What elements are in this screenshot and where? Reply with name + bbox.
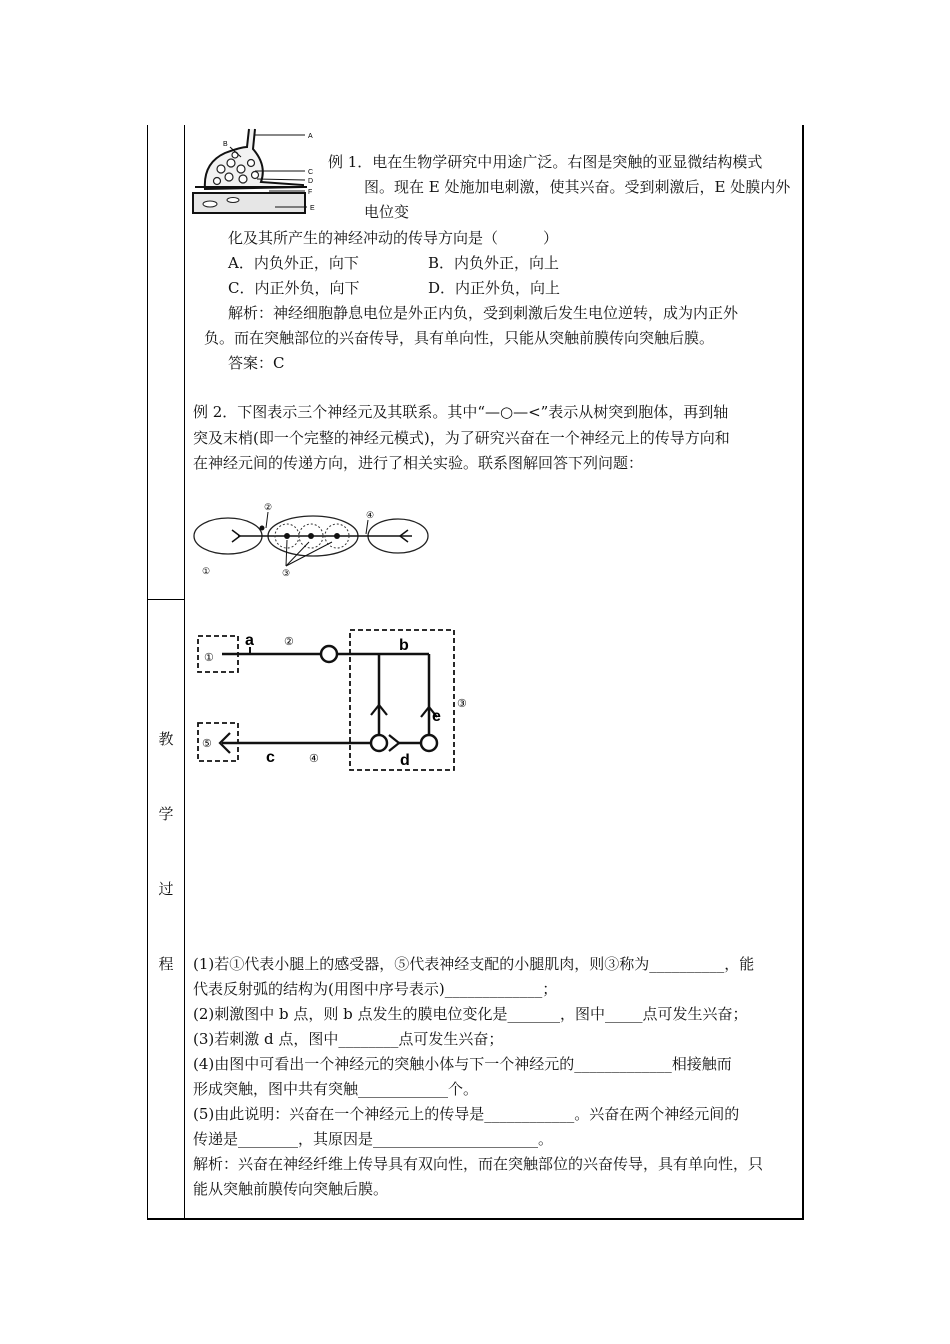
- ex2-intro: 例 2．下图表示三个神经元及其联系。其中“—○—<”表示从树突到胞体，再到轴: [193, 403, 729, 421]
- ex1-option: B．内负外正，向上: [428, 254, 560, 272]
- side-label-char: 教: [158, 730, 174, 748]
- side-label-char: 学: [158, 805, 174, 823]
- synapse-figure: [185, 127, 320, 222]
- fig2-label: c: [266, 749, 275, 766]
- table-divider-vertical: [184, 125, 185, 1220]
- ex2-question: (2)刺激图中 b 点，则 b 点发生的膜电位变化是_______，图中_____点可发生兴奋；: [193, 1005, 748, 1023]
- ex2-analysis: 能从突触前膜传向突触后膜。: [193, 1180, 389, 1198]
- reflex-arc-figure: [192, 625, 467, 775]
- figure-label: C: [308, 169, 314, 176]
- fig2-label: e: [432, 708, 441, 725]
- ex1-line: 电位变: [364, 203, 410, 221]
- ex2-question: (5)由此说明：兴奋在一个神经元上的传导是____________。兴奋在两个神经元间的: [193, 1105, 740, 1123]
- ex1-answer: 答案：C: [228, 354, 285, 372]
- ex2-intro: 突及末梢(即一个完整的神经元模式)，为了研究兴奋在一个神经元上的传导方向和: [193, 429, 730, 447]
- neuron-chain-figure: [190, 498, 435, 583]
- side-label-char: 程: [158, 955, 174, 973]
- fig2-label: ③: [457, 698, 467, 710]
- fig1-label: ②: [264, 502, 273, 512]
- ex1-line: 例 1．电在生物学研究中用途广泛。右图是突触的亚显微结构模式: [328, 153, 763, 171]
- table-bottom-border: [147, 1218, 804, 1220]
- ex1-analysis: 解析：神经细胞静息电位是外正内负，受到刺激后发生电位逆转，成为内正外: [228, 304, 739, 322]
- ex1-line: 图。现在 E 处施加电刺激，使其兴奋。受到刺激后，E 处膜内外: [364, 178, 791, 196]
- figure-label: B: [223, 141, 228, 148]
- figure-label: D: [308, 178, 314, 185]
- side-label-char: 过: [158, 880, 174, 898]
- ex2-question: (4)由图中可看出一个神经元的突触小体与下一个神经元的_____________相接触而: [193, 1055, 732, 1073]
- fig2-label: ④: [309, 753, 319, 765]
- ex2-question: (1)若①代表小腿上的感受器，⑤代表神经支配的小腿肌肉，则③称为__________，能: [193, 955, 755, 973]
- table-right-border: [802, 125, 804, 1220]
- fig2-label: ⑤: [202, 738, 212, 750]
- fig2-label: ①: [204, 652, 214, 664]
- ex2-question: 形成突触，图中共有突触____________个。: [193, 1080, 479, 1098]
- ex2-question: (3)若刺激 d 点，图中________点可发生兴奋；: [193, 1030, 504, 1048]
- figure-label: F: [308, 189, 313, 196]
- fig2-label: ②: [284, 636, 294, 648]
- ex1-option: C．内正外负，向下: [228, 279, 360, 297]
- side-cell-divider: [147, 599, 185, 600]
- figure-label: E: [310, 205, 315, 212]
- ex1-option: A．内负外正，向下: [228, 254, 359, 272]
- fig2-label: b: [399, 637, 409, 654]
- fig1-label: ④: [366, 510, 375, 520]
- fig2-label: a: [245, 632, 254, 649]
- ex1-option: D．内正外负，向上: [428, 279, 561, 297]
- fig1-label: ①: [202, 566, 211, 576]
- figure-label: A: [308, 133, 313, 140]
- fig2-label: d: [400, 752, 410, 769]
- ex2-question: 传递是________，其原因是______________________。: [193, 1130, 554, 1148]
- ex1-analysis: 负。而在突触部位的兴奋传导，具有单向性，只能从突触前膜传向突触后膜。: [204, 329, 715, 347]
- ex2-intro: 在神经元间的传递方向，进行了相关实验。联系图解回答下列问题：: [193, 454, 644, 472]
- ex1-line: 化及其所产生的神经冲动的传导方向是（ ）: [228, 229, 559, 247]
- ex2-analysis: 解析：兴奋在神经纤维上传导具有双向性，而在突触部位的兴奋传导，具有单向性，只: [193, 1155, 764, 1173]
- ex2-question: 代表反射弧的结构为(用图中序号表示)_____________；: [193, 980, 558, 998]
- table-left-border: [147, 125, 148, 1220]
- fig1-label: ③: [282, 568, 291, 578]
